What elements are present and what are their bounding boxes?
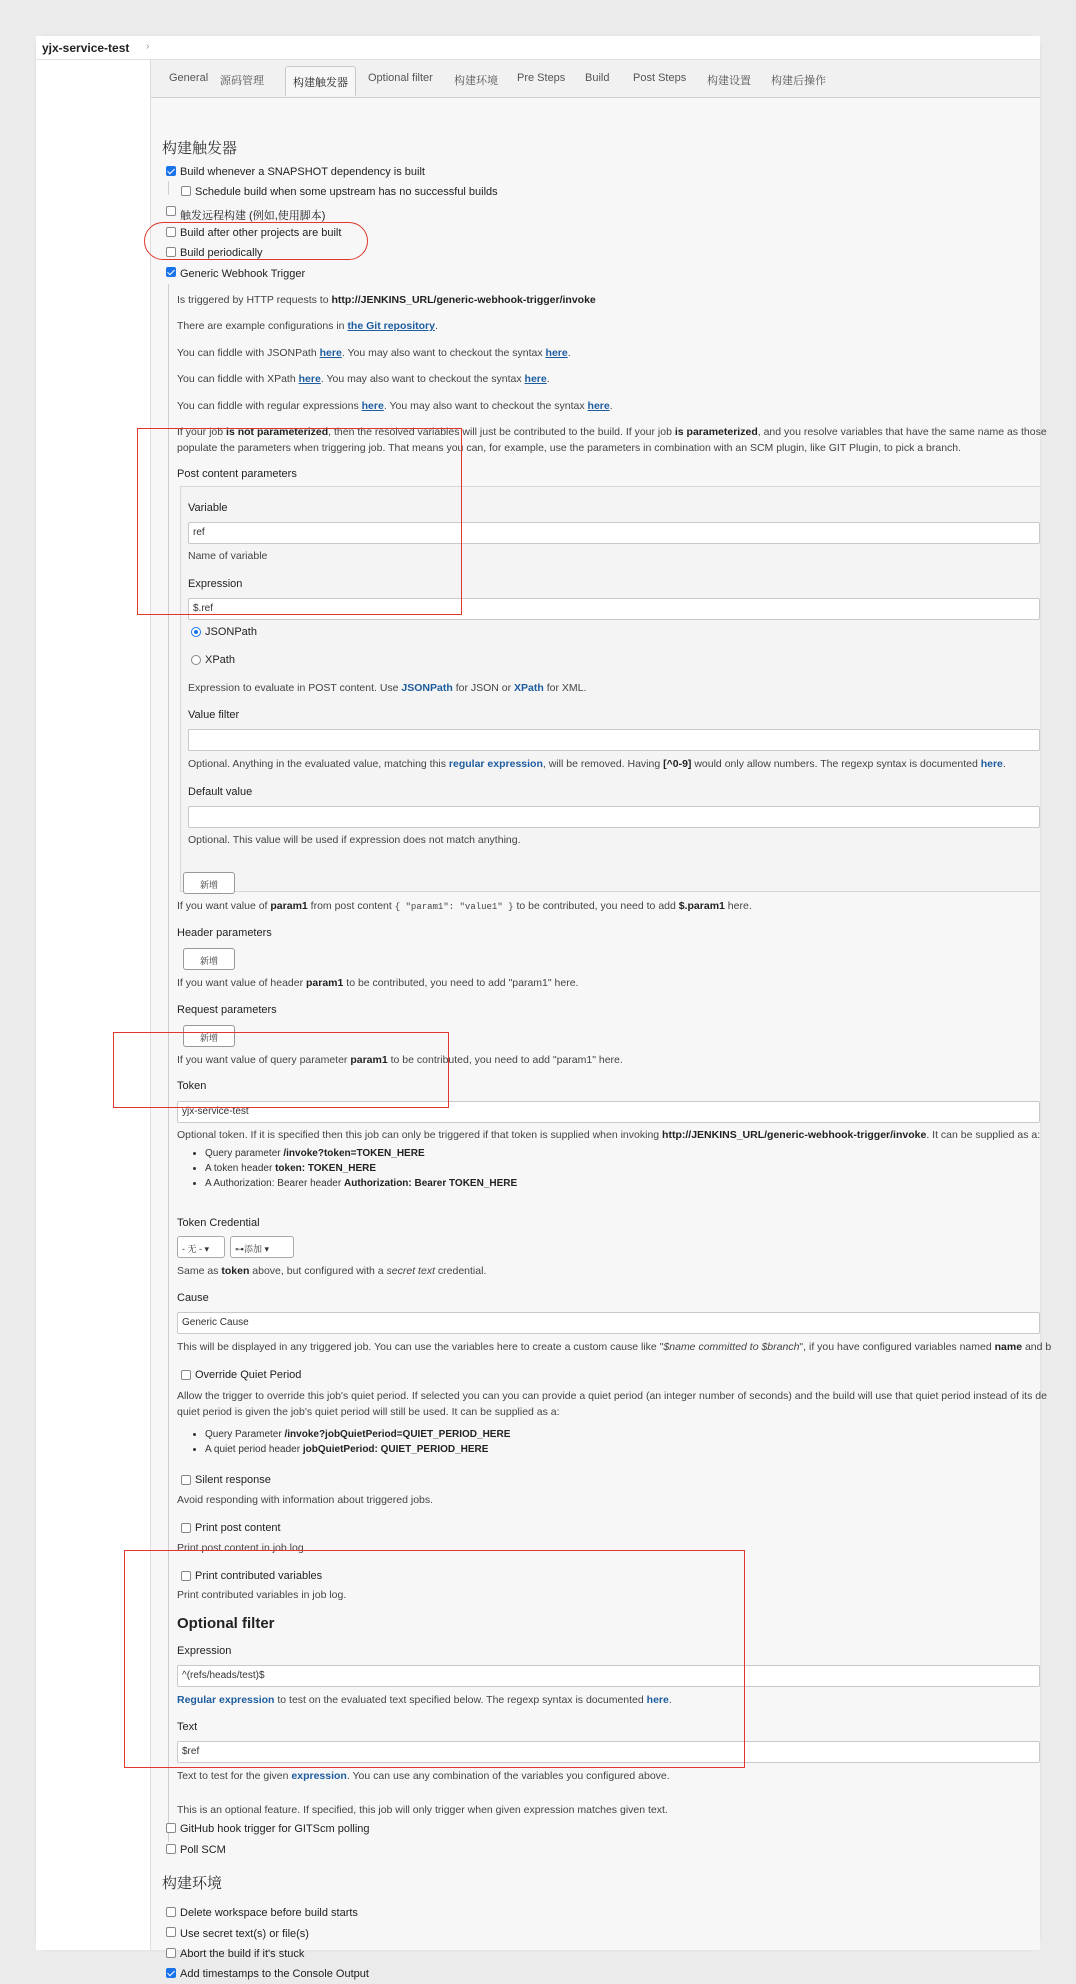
- value-filter-label: Value filter: [188, 709, 240, 721]
- filter-text-input[interactable]: $ref: [177, 1741, 1040, 1763]
- list-item: • Query Parameter /invoke?jobQuietPeriod=QUIET_PERIOD_HERE: [205, 1429, 510, 1440]
- filter-expression-help: Regular expression to test on the evaluated text specified below. The regexp syntax is documented here.: [177, 1694, 672, 1706]
- add-request-param-button[interactable]: 新增: [183, 1025, 235, 1047]
- secret-files-label: Use secret text(s) or file(s): [180, 1928, 309, 1940]
- add-credential-button[interactable]: ⊶添加 ▾: [230, 1236, 294, 1258]
- tab-optional-filter[interactable]: Optional filter: [368, 72, 433, 84]
- cause-help: This will be displayed in any triggered job. You can use the variables here to create a custom cause like "$name committed to $branch", if you have configured variables named name and b: [177, 1341, 1052, 1353]
- token-credential-select[interactable]: - 无 - ▾: [177, 1236, 225, 1258]
- abort-stuck-label: Abort the build if it's stuck: [180, 1948, 305, 1960]
- print-post-label: Print post content: [195, 1522, 281, 1534]
- regexp-syntax-link[interactable]: here: [980, 758, 1003, 770]
- timestamps-label: Add timestamps to the Console Output: [180, 1968, 369, 1980]
- xpath-radio-label: XPath: [205, 654, 235, 666]
- generic-webhook-label: Generic Webhook Trigger: [180, 268, 306, 280]
- expression-input[interactable]: $.ref: [188, 598, 1040, 620]
- variable-help: Name of variable: [188, 550, 268, 562]
- silent-response-checkbox[interactable]: [181, 1475, 191, 1485]
- token-label: Token: [177, 1080, 207, 1092]
- post-content-title: Post content parameters: [177, 468, 297, 480]
- add-post-param-button[interactable]: 新增: [183, 872, 235, 894]
- git-repo-link[interactable]: the Git repository: [347, 320, 435, 332]
- timestamps-checkbox[interactable]: [166, 1968, 176, 1978]
- xpath-doc-link[interactable]: XPath: [514, 682, 544, 694]
- parameterized-text: If your job is not parameterized, then the resolved variables will just be contributed to the build. If your job is parameterized, and you resolve variables that have the same name as those: [177, 426, 1047, 438]
- token-input[interactable]: yjx-service-test: [177, 1101, 1040, 1123]
- poll-scm-label: Poll SCM: [180, 1844, 226, 1856]
- filter-text-label: Text: [177, 1721, 198, 1733]
- silent-response-help: Avoid responding with information about triggered jobs.: [177, 1494, 434, 1506]
- optional-filter-title: Optional filter: [177, 1615, 275, 1632]
- remote-trigger-checkbox[interactable]: [166, 206, 176, 216]
- poll-scm-checkbox[interactable]: [166, 1844, 176, 1854]
- list-item: • A quiet period header jobQuietPeriod: QUIET_PERIOD_HERE: [205, 1444, 510, 1455]
- token-credential-label: Token Credential: [177, 1217, 260, 1229]
- tab-build-triggers[interactable]: 构建触发器: [285, 66, 356, 96]
- print-post-help: Print post content in job log.: [177, 1542, 307, 1554]
- quiet-period-label: Override Quiet Period: [195, 1369, 302, 1381]
- add-header-param-button[interactable]: 新增: [183, 948, 235, 970]
- remote-trigger-label: 触发远程构建 (例如,使用脚本): [180, 210, 326, 222]
- variable-input[interactable]: ref: [188, 522, 1040, 544]
- section-heading-build-env: 构建环境: [162, 1875, 223, 1892]
- tab-build[interactable]: Build: [585, 72, 610, 84]
- schedule-upstream-checkbox[interactable]: [181, 186, 191, 196]
- request-params-help: If you want value of query parameter param1 to be contributed, you need to add "param1" here.: [177, 1054, 623, 1066]
- tab-build-settings[interactable]: 构建设置: [707, 75, 751, 87]
- jsonpath-syntax-link[interactable]: here: [545, 347, 568, 359]
- xpath-radio[interactable]: [191, 655, 201, 665]
- cause-input[interactable]: Generic Cause: [177, 1312, 1040, 1334]
- snapshot-label: Build whenever a SNAPSHOT dependency is built: [180, 166, 425, 178]
- regex-text: You can fiddle with regular expressions here. You may also want to checkout the syntax here.: [177, 400, 613, 412]
- header-params-title: Header parameters: [177, 927, 272, 939]
- chevron-down-icon: ▾: [204, 1244, 210, 1254]
- value-filter-help: Optional. Anything in the evaluated value, matching this regular expression, will be removed. Having [^0-9] would only allow numbers. The regexp syntax is documented here.: [188, 758, 1006, 770]
- expression-label: Expression: [188, 578, 243, 590]
- tab-post-build[interactable]: 构建后操作: [771, 75, 826, 87]
- print-post-checkbox[interactable]: [181, 1523, 191, 1533]
- tab-pre-steps[interactable]: Pre Steps: [517, 72, 566, 84]
- request-params-title: Request parameters: [177, 1004, 277, 1016]
- tab-scm[interactable]: 源码管理: [220, 75, 264, 87]
- delete-workspace-label: Delete workspace before build starts: [180, 1907, 358, 1919]
- github-hook-checkbox[interactable]: [166, 1823, 176, 1833]
- annotation-box-token: [113, 1032, 449, 1108]
- after-other-label: Build after other projects are built: [180, 227, 342, 239]
- regex-syntax-link[interactable]: here: [587, 400, 610, 412]
- list-item: • A token header token: TOKEN_HERE: [205, 1163, 517, 1174]
- regexp-doc-link[interactable]: here: [646, 1694, 669, 1706]
- variable-label: Variable: [188, 502, 228, 514]
- github-hook-label: GitHub hook trigger for GITScm polling: [180, 1823, 370, 1835]
- jsonpath-radio-label: JSONPath: [205, 626, 257, 638]
- section-heading-triggers: 构建触发器: [162, 140, 238, 157]
- generic-webhook-checkbox[interactable]: [166, 267, 176, 277]
- quiet-options-list: [191, 1429, 510, 1459]
- filter-expression-input[interactable]: ^(refs/heads/test)$: [177, 1665, 1040, 1687]
- annotation-circle-webhook: [144, 222, 368, 260]
- expression-help: Expression to evaluate in POST content. Use JSONPath for JSON or XPath for XML.: [188, 682, 587, 694]
- quiet-help-1: Allow the trigger to override this job's quiet period. If selected you can you can provide a quiet period (an integer number of seconds) and the build will use that quiet period instead of its de: [177, 1390, 1047, 1402]
- xpath-syntax-link[interactable]: here: [524, 373, 547, 385]
- regular-expression-link[interactable]: Regular expression: [177, 1694, 275, 1706]
- tab-general[interactable]: General: [169, 72, 209, 84]
- periodically-label: Build periodically: [180, 247, 263, 259]
- filter-expression-label: Expression: [177, 1645, 232, 1657]
- jsonpath-text: You can fiddle with JSONPath here. You may also want to checkout the syntax here.: [177, 347, 571, 359]
- optional-feature-help: This is an optional feature. If specified, this job will only trigger when given expression matches given text.: [177, 1804, 668, 1816]
- annotation-box-post-content: [137, 428, 462, 615]
- parameterized-text-2: populate the parameters when triggering job. That means you can, for example, use the parameters in combination with an SCM plugin, like GIT Plugin, to pick a branch.: [177, 442, 962, 454]
- print-vars-help: Print contributed variables in job log.: [177, 1589, 347, 1601]
- token-credential-help: Same as token above, but configured with a secret text credential.: [177, 1265, 487, 1277]
- webhook-example-text: There are example configurations in the Git repository.: [177, 320, 438, 332]
- jsonpath-radio[interactable]: [191, 627, 201, 637]
- value-filter-input[interactable]: [188, 729, 1040, 751]
- chevron-right-icon[interactable]: ›: [146, 41, 150, 52]
- snapshot-checkbox[interactable]: [166, 166, 176, 176]
- header-params-help: If you want value of header param1 to be contributed, you need to add "param1" here.: [177, 977, 579, 989]
- default-value-input[interactable]: [188, 806, 1040, 828]
- filter-text-help: Text to test for the given expression. You can use any combination of the variables you configured above.: [177, 1770, 670, 1782]
- annotation-box-optional-filter: [124, 1550, 745, 1768]
- silent-response-label: Silent response: [195, 1474, 271, 1486]
- default-value-label: Default value: [188, 786, 253, 798]
- jsonpath-here-link[interactable]: here: [319, 347, 342, 359]
- tab-post-steps[interactable]: Post Steps: [633, 72, 687, 84]
- token-help: Optional token. If it is specified then this job can only be triggered if that token is supplied when invoking http://JENKINS_URL/generic-webhook-trigger/invoke. It can be supplied as a:: [177, 1129, 1041, 1141]
- list-item: • Query parameter /invoke?token=TOKEN_HERE: [205, 1148, 517, 1159]
- default-value-help: Optional. This value will be used if expression does not match anything.: [188, 834, 521, 846]
- browser-window: [36, 36, 1052, 1980]
- token-options-list: [191, 1148, 517, 1193]
- webhook-triggered-text: Is triggered by HTTP requests to http://JENKINS_URL/generic-webhook-trigger/invoke: [177, 294, 596, 306]
- cause-label: Cause: [177, 1292, 209, 1304]
- abort-stuck-checkbox[interactable]: [166, 1948, 176, 1958]
- tab-build-env[interactable]: 构建环境: [454, 75, 498, 87]
- jsonpath-doc-link[interactable]: JSONPath: [401, 682, 453, 694]
- xpath-here-link[interactable]: here: [298, 373, 321, 385]
- expression-link[interactable]: expression: [291, 1770, 347, 1782]
- post-content-bottom-help: If you want value of param1 from post content { "param1": "value1" } to be contributed, you need to add $.param1 here.: [177, 900, 752, 912]
- caret-down-icon: ▾: [264, 1244, 270, 1254]
- key-icon: ⊶: [235, 1244, 244, 1254]
- regex-doc-link[interactable]: regular expression: [448, 758, 543, 770]
- regex-here-link[interactable]: here: [361, 400, 384, 412]
- breadcrumb: [36, 36, 1040, 60]
- print-vars-label: Print contributed variables: [195, 1570, 323, 1582]
- xpath-text: You can fiddle with XPath here. You may also want to checkout the syntax here.: [177, 373, 550, 385]
- tab-bar: [151, 60, 1040, 98]
- secret-files-checkbox[interactable]: [166, 1927, 176, 1937]
- job-title-link[interactable]: yjx-service-test: [42, 41, 130, 55]
- list-item: • A Authorization: Bearer header Authorization: Bearer TOKEN_HERE: [205, 1178, 517, 1189]
- delete-workspace-checkbox[interactable]: [166, 1907, 176, 1917]
- quiet-help-2: quiet period is given the job's quiet period will still be used. It can be supplied as a:: [177, 1406, 560, 1418]
- schedule-upstream-label: Schedule build when some upstream has no successful builds: [195, 186, 498, 198]
- quiet-period-checkbox[interactable]: [181, 1370, 191, 1380]
